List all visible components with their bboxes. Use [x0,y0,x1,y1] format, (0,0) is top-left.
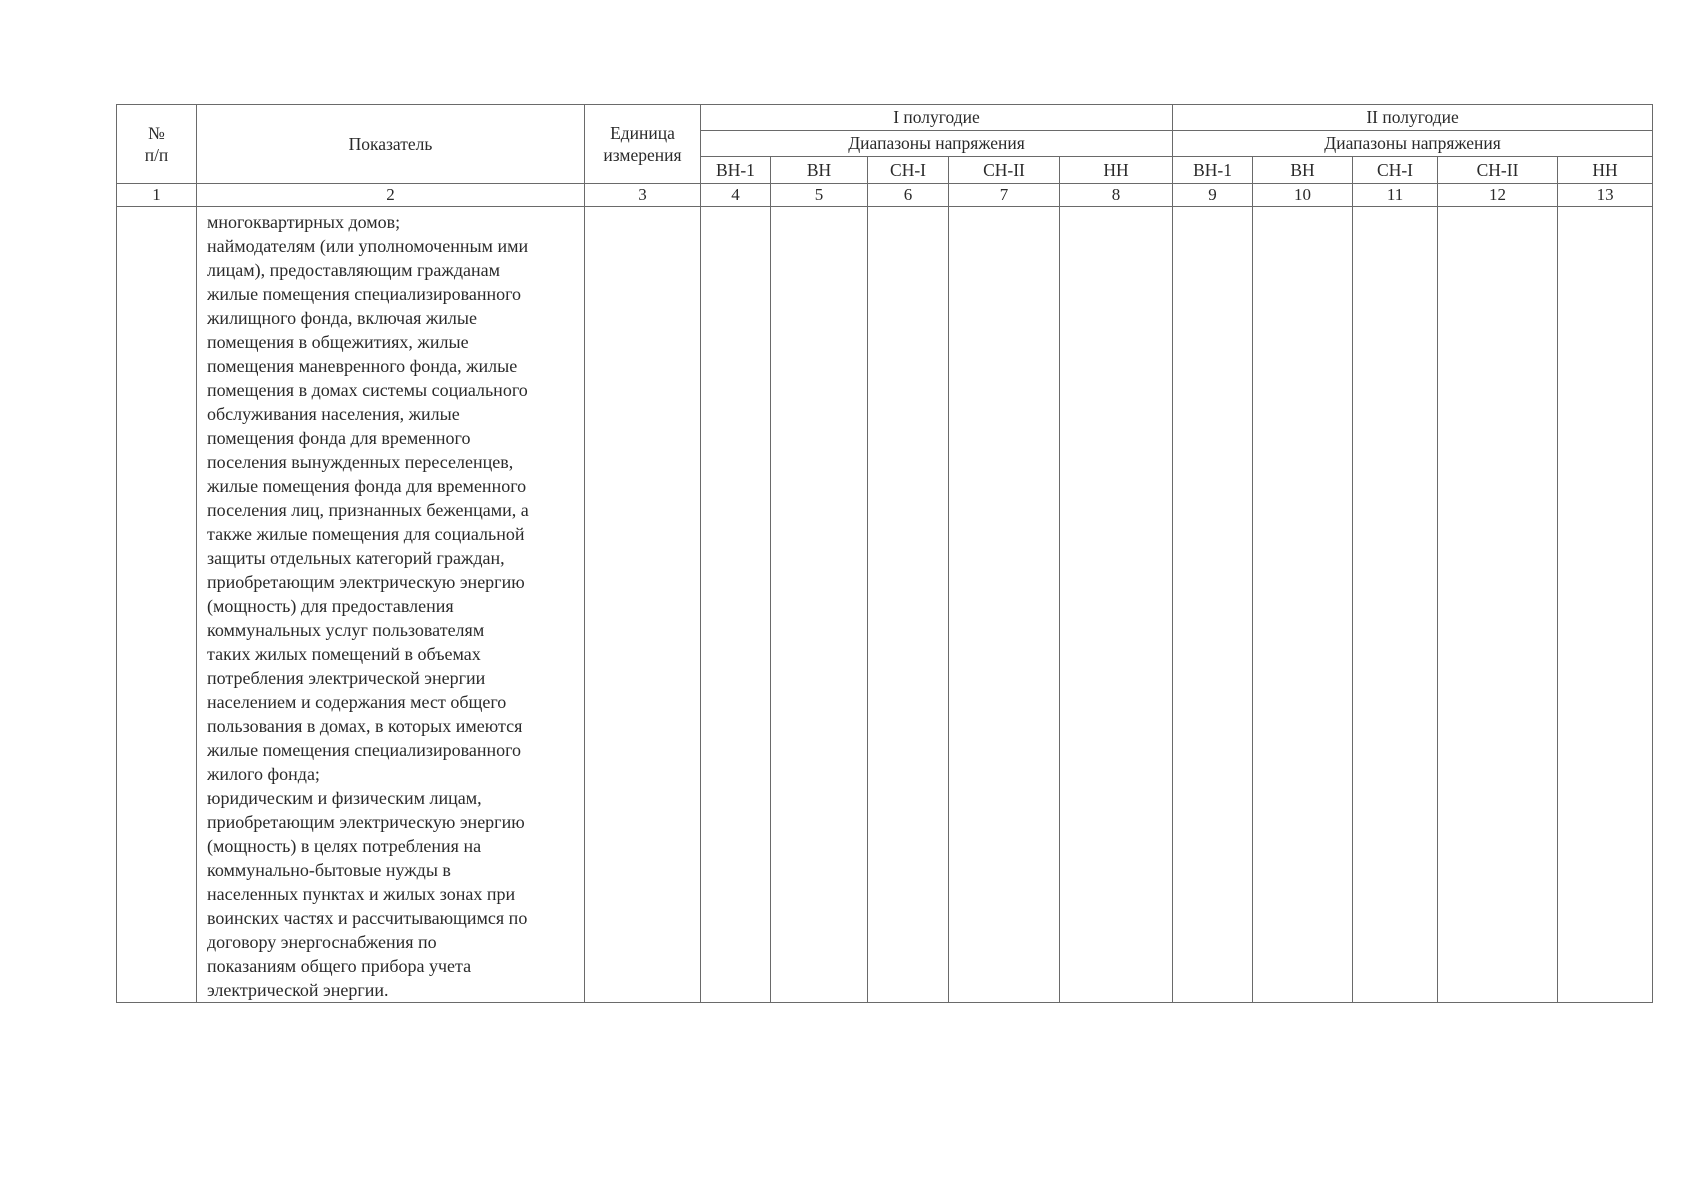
row-value [1558,207,1653,1003]
row-indicator: многоквартирных домов; наймодателям (или уполномоченным ими лицам), предоставляющим гражданам жилые помещения специализированного жилищного фонда, включая жилые помещения в общежитиях, жилые помещения маневренного фонда, жилые помещения в домах системы социального обслуживания населения, жилые помещения фонда для временного поселения вынужденных переселенцев, жилые помещения фонда для временного поселения лиц, признанных беженцами, а также жилые помещения для социальной защиты отдельных категорий граждан, приобретающим электрическую энергию (мощность) для предоставления коммунальных услуг пользователям таких жилых помещений в объемах потребления электрической энергии населением и содержания мест общего пользования в домах, в которых имеются жилые помещения специализированного жилого фонда; юридическим и физическим лицам, приобретающим электрическую энергию (мощность) в целях потребления на коммунально-бытовые нужды в населенных пунктах и жилых зонах при воинских частях и рассчитывающимся по договору энергоснабжения по показаниям общего прибора учета электрической энергии. [197,207,585,1003]
column-number: 2 [197,184,585,207]
column-number: 7 [949,184,1060,207]
column-number: 12 [1438,184,1558,207]
header-level: НН [1558,157,1653,184]
header-level: НН [1060,157,1173,184]
column-number: 10 [1253,184,1353,207]
header-voltage-ranges-h2: Диапазоны напряжения [1173,131,1653,157]
row-value [1253,207,1353,1003]
column-number: 4 [701,184,771,207]
table-row [117,207,1653,1003]
tariff-table [116,104,1653,1003]
header-level: ВН [1253,157,1353,184]
row-value [1060,207,1173,1003]
header-half-2: II полугодие [1173,105,1653,131]
header-level: ВН-1 [1173,157,1253,184]
header-level: СН-II [949,157,1060,184]
header-level: СН-II [1438,157,1558,184]
header-level: ВН-1 [701,157,771,184]
row-num [117,207,197,1003]
header-unit: Единица измерения [585,105,701,184]
column-number: 9 [1173,184,1253,207]
header-level: СН-I [868,157,949,184]
column-number: 8 [1060,184,1173,207]
header-half-1: I полугодие [701,105,1173,131]
header-num: № п/п [117,105,197,184]
column-number: 13 [1558,184,1653,207]
column-number-row [117,184,1653,207]
column-number: 3 [585,184,701,207]
row-unit [585,207,701,1003]
header-voltage-ranges-h1: Диапазоны напряжения [701,131,1173,157]
row-value [701,207,771,1003]
row-value [949,207,1060,1003]
header-indicator: Показатель [197,105,585,184]
column-number: 5 [771,184,868,207]
header-level: ВН [771,157,868,184]
row-value [771,207,868,1003]
column-number: 6 [868,184,949,207]
column-number: 1 [117,184,197,207]
header-row-halves [117,105,1653,131]
row-value [1173,207,1253,1003]
row-value [868,207,949,1003]
row-value [1353,207,1438,1003]
column-number: 11 [1353,184,1438,207]
header-level: СН-I [1353,157,1438,184]
row-value [1438,207,1558,1003]
